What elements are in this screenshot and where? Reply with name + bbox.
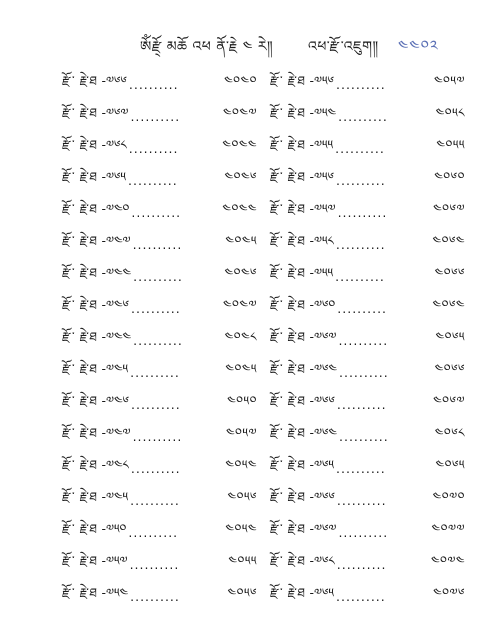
entry-number: -༧༥༥ — [309, 136, 334, 152]
entry-number: -༧༦༦ — [101, 72, 127, 88]
leader-dots: .......... — [128, 140, 179, 156]
entry-page-number: ༤༠༤༤ — [222, 136, 257, 152]
entry-page-number: ༤༠༤༦ — [224, 264, 257, 280]
entry-page-number: ༤༠༦༥ — [435, 456, 465, 472]
index-entry — [62, 100, 257, 132]
index-entry — [270, 260, 465, 292]
entry-label: རྫོ་ རྗེ་ཐ — [62, 392, 98, 408]
leader-dots: .......... — [336, 588, 386, 604]
entry-number: -༧༥༧ — [309, 200, 336, 216]
entry-number: -༧༤༥ — [101, 488, 129, 504]
entry-page-number: ༤༠༤༤ — [222, 200, 257, 216]
leader-dots: .......... — [130, 460, 181, 476]
entry-label: རྫོ་ རྗེ་ཐ — [62, 328, 98, 344]
page-number: ༤༤༠༢ — [398, 37, 439, 55]
leader-dots: .......... — [130, 364, 180, 380]
entry-number: -༧༤༤ — [101, 328, 132, 344]
entry-number: -༧༤༠ — [101, 200, 130, 216]
entry-label: རྫོ་ རྗེ་ཐ — [270, 104, 306, 120]
entry-label: རྫོ་ རྗེ་ཐ — [270, 360, 306, 376]
entry-number: -༧༦༨ — [309, 552, 335, 568]
entry-page-number: ༤༠༤༠ — [224, 72, 257, 88]
leader-dots: .......... — [132, 428, 183, 444]
entry-number: -༧༦༥ — [309, 456, 334, 472]
entry-page-number: ༤༠༦༤ — [432, 296, 465, 312]
entry-number: -༧༥༤ — [101, 584, 129, 600]
leader-dots: .......... — [338, 524, 389, 540]
entry-label: རྫོ་ རྗེ་ཐ — [270, 232, 306, 248]
entry-page-number: ༤༠༦༧ — [433, 392, 465, 408]
leader-dots: .......... — [335, 140, 385, 156]
index-entry — [62, 548, 257, 580]
leader-dots: .......... — [335, 268, 385, 284]
entry-page-number: ༤༠༤༧ — [222, 104, 257, 120]
entry-page-number: ༤༠༥༧ — [433, 72, 465, 88]
entry-number: -༧༦༠ — [309, 296, 336, 312]
index-entry — [62, 132, 257, 164]
leader-dots: .......... — [336, 460, 386, 476]
index-entry — [62, 68, 257, 100]
entry-label: རྫོ་ རྗེ་ཐ — [62, 72, 98, 88]
entry-label: རྫོ་ རྗེ་ཐ — [62, 552, 98, 568]
leader-dots: .......... — [338, 332, 389, 348]
index-column-right — [270, 68, 465, 612]
entry-page-number: ༤༠༦༤ — [432, 232, 465, 248]
entry-page-number: ༤༠༧༦ — [433, 584, 465, 600]
leader-dots: .......... — [132, 236, 183, 252]
entry-label: རྫོ་ རྗེ་ཐ — [270, 328, 306, 344]
leader-dots: .......... — [129, 556, 180, 572]
entry-label: རྫོ་ རྗེ་ཐ — [62, 168, 98, 184]
index-entry — [270, 132, 465, 164]
entry-number: -༧༥༨ — [309, 232, 334, 248]
leader-dots: .......... — [336, 76, 386, 92]
entry-page-number: ༤༠༦༠ — [434, 168, 465, 184]
entry-label: རྫོ་ རྗེ་ཐ — [62, 104, 98, 120]
entry-page-number: ༤༠༦༥ — [435, 328, 465, 344]
index-entry — [62, 196, 257, 228]
entry-label: རྫོ་ རྗེ་ཐ — [62, 488, 98, 504]
entry-number: -༧༥༦ — [309, 72, 334, 88]
leader-dots: .......... — [336, 492, 387, 508]
entry-number: -༧༤༧ — [101, 232, 131, 248]
entry-label: རྫོ་ རྗེ་ཐ — [62, 456, 98, 472]
page-header — [0, 30, 494, 56]
entry-number: -༧༤༨ — [101, 456, 129, 472]
entry-page-number: ༤༠༦༧ — [433, 200, 465, 216]
leader-dots: .......... — [131, 396, 181, 412]
entry-number: -༧༤༥ — [101, 360, 129, 376]
leader-dots: .......... — [335, 236, 386, 252]
entry-number: -༧༦༧ — [309, 328, 337, 344]
entry-number: -༧༦༤ — [309, 424, 337, 440]
index-entry — [62, 228, 257, 260]
entry-page-number: ༤༠༥༥ — [436, 136, 465, 152]
entry-number: -༧༦༧ — [309, 520, 337, 536]
leader-dots: .......... — [131, 300, 181, 316]
leader-dots: .......... — [336, 396, 387, 412]
leader-dots: .......... — [130, 492, 180, 508]
entry-label: རྫོ་ རྗེ་ཐ — [270, 296, 306, 312]
entry-label: རྫོ་ རྗེ་ཐ — [62, 296, 98, 312]
index-entry — [62, 420, 257, 452]
index-entry — [270, 356, 465, 388]
entry-page-number: ༤༠༤༧ — [222, 296, 257, 312]
index-entry — [62, 388, 257, 420]
entry-page-number: ༤༠༤༥ — [225, 232, 257, 248]
entry-label: རྫོ་ རྗེ་ཐ — [270, 136, 306, 152]
entry-page-number: ༤༠༥༦ — [227, 488, 257, 504]
entry-label: རྫོ་ རྗེ་ཐ — [270, 552, 306, 568]
index-entry — [62, 452, 257, 484]
entry-label: རྫོ་ རྗེ་ཐ — [270, 200, 306, 216]
entry-number: -༧༥༦ — [309, 168, 334, 184]
index-entry — [62, 356, 257, 388]
entry-page-number: ༤༠༥༤ — [225, 456, 257, 472]
entry-page-number: ༤༠༥༠ — [227, 392, 257, 408]
entry-number: -༧༦༥ — [101, 168, 126, 184]
entry-number: -༧༥༥ — [309, 264, 334, 280]
leader-dots: .......... — [337, 300, 388, 316]
entry-number: -༧༦༨ — [101, 136, 127, 152]
entry-number: -༧༦༤ — [309, 360, 337, 376]
index-entry — [270, 228, 465, 260]
index-entry — [62, 580, 257, 612]
index-entry — [270, 420, 465, 452]
page-subtitle: འཕ་རྫོ་འཇུག༎ — [308, 39, 379, 55]
entry-number: -༧༥༤ — [309, 104, 337, 120]
leader-dots: .......... — [339, 364, 389, 380]
entry-label: རྫོ་ རྗེ་ཐ — [270, 488, 306, 504]
leader-dots: .......... — [336, 172, 386, 188]
entry-page-number: ༤༠༥༦ — [227, 584, 257, 600]
entry-page-number: ༤༠༤༦ — [224, 168, 257, 184]
entry-page-number: ༤༠༦༨ — [434, 424, 465, 440]
leader-dots: .......... — [133, 268, 183, 284]
index-entry — [270, 68, 465, 100]
index-entry — [270, 292, 465, 324]
index-entry — [62, 324, 257, 356]
entry-label: རྫོ་ རྗེ་ཐ — [62, 424, 98, 440]
entry-label: རྫོ་ རྗེ་ཐ — [270, 424, 306, 440]
entry-label: རྫོ་ རྗེ་ཐ — [270, 392, 306, 408]
entry-label: རྫོ་ རྗེ་ཐ — [62, 264, 98, 280]
index-column-left — [62, 68, 257, 612]
entry-label: རྫོ་ རྗེ་ཐ — [62, 200, 98, 216]
entry-page-number: ༤༠༦༦ — [434, 360, 465, 376]
leader-dots: .......... — [336, 556, 387, 572]
entry-label: རྫོ་ རྗེ་ཐ — [270, 264, 306, 280]
entry-label: རྫོ་ རྗེ་ཐ — [62, 584, 98, 600]
index-entry — [62, 164, 257, 196]
page-title: ༀརྫ྄ོ མཆོ འཕ ནོ་རྗེ ༤ རེ༎ — [140, 39, 274, 55]
index-entry — [270, 548, 465, 580]
entry-number: -༧༦༥ — [309, 584, 334, 600]
entry-number: -༧༦༦ — [309, 488, 335, 504]
index-entry — [62, 484, 257, 516]
leader-dots: .......... — [337, 204, 388, 220]
entry-page-number: ༤༠༥༤ — [225, 520, 257, 536]
entry-page-number: ༤༠༦༦ — [434, 264, 465, 280]
entry-number: -༧༤༦ — [101, 392, 129, 408]
entry-page-number: ༤༠༧༠ — [432, 488, 465, 504]
entry-page-number: ༤༠༥༨ — [435, 104, 465, 120]
entry-label: རྫོ་ རྗེ་ཐ — [62, 136, 98, 152]
entry-page-number: ༤༠༤༨ — [224, 328, 257, 344]
entry-label: རྫོ་ རྗེ་ཐ — [270, 72, 306, 88]
index-entry — [62, 292, 257, 324]
index-entry — [270, 516, 465, 548]
index-entry — [62, 516, 257, 548]
index-entry — [270, 388, 465, 420]
entry-label: རྫོ་ རྗེ་ཐ — [62, 520, 98, 536]
entry-label: རྫོ་ རྗེ་ཐ — [270, 168, 306, 184]
index-entry — [62, 260, 257, 292]
entry-number: -༧༦༧ — [101, 104, 129, 120]
entry-page-number: ༤༠༥༥ — [228, 552, 257, 568]
entry-number: -༧༥༠ — [101, 520, 127, 536]
entry-number: -༧༤༧ — [101, 424, 131, 440]
entry-page-number: ༤༠༥༧ — [225, 424, 257, 440]
entry-number: -༧༥༧ — [101, 552, 128, 568]
index-entry — [270, 324, 465, 356]
leader-dots: .......... — [133, 332, 183, 348]
entry-page-number: ༤༠༧༤ — [430, 552, 465, 568]
entry-label: རྫོ་ རྗེ་ཐ — [270, 520, 306, 536]
leader-dots: .......... — [128, 524, 179, 540]
leader-dots: .......... — [338, 108, 388, 124]
entry-label: རྫོ་ རྗེ་ཐ — [270, 584, 306, 600]
entry-number: -༧༤༦ — [101, 296, 129, 312]
entry-page-number: ༤༠༤༥ — [225, 360, 257, 376]
entry-page-number: ༤༠༧༧ — [431, 520, 465, 536]
leader-dots: .......... — [131, 204, 182, 220]
entry-number: -༧༤༤ — [101, 264, 132, 280]
index-entry — [270, 196, 465, 228]
leader-dots: .......... — [339, 428, 389, 444]
index-entry — [270, 164, 465, 196]
leader-dots: .......... — [130, 108, 181, 124]
index-entry — [270, 100, 465, 132]
leader-dots: .......... — [128, 76, 179, 92]
leader-dots: .......... — [130, 588, 180, 604]
entry-label: རྫོ་ རྗེ་ཐ — [62, 360, 98, 376]
entry-number: -༧༦༦ — [309, 392, 335, 408]
index-entry — [270, 484, 465, 516]
leader-dots: .......... — [128, 172, 178, 188]
entry-label: རྫོ་ རྗེ་ཐ — [62, 232, 98, 248]
index-entry — [270, 580, 465, 612]
index-entry — [270, 452, 465, 484]
entry-label: རྫོ་ རྗེ་ཐ — [270, 456, 306, 472]
